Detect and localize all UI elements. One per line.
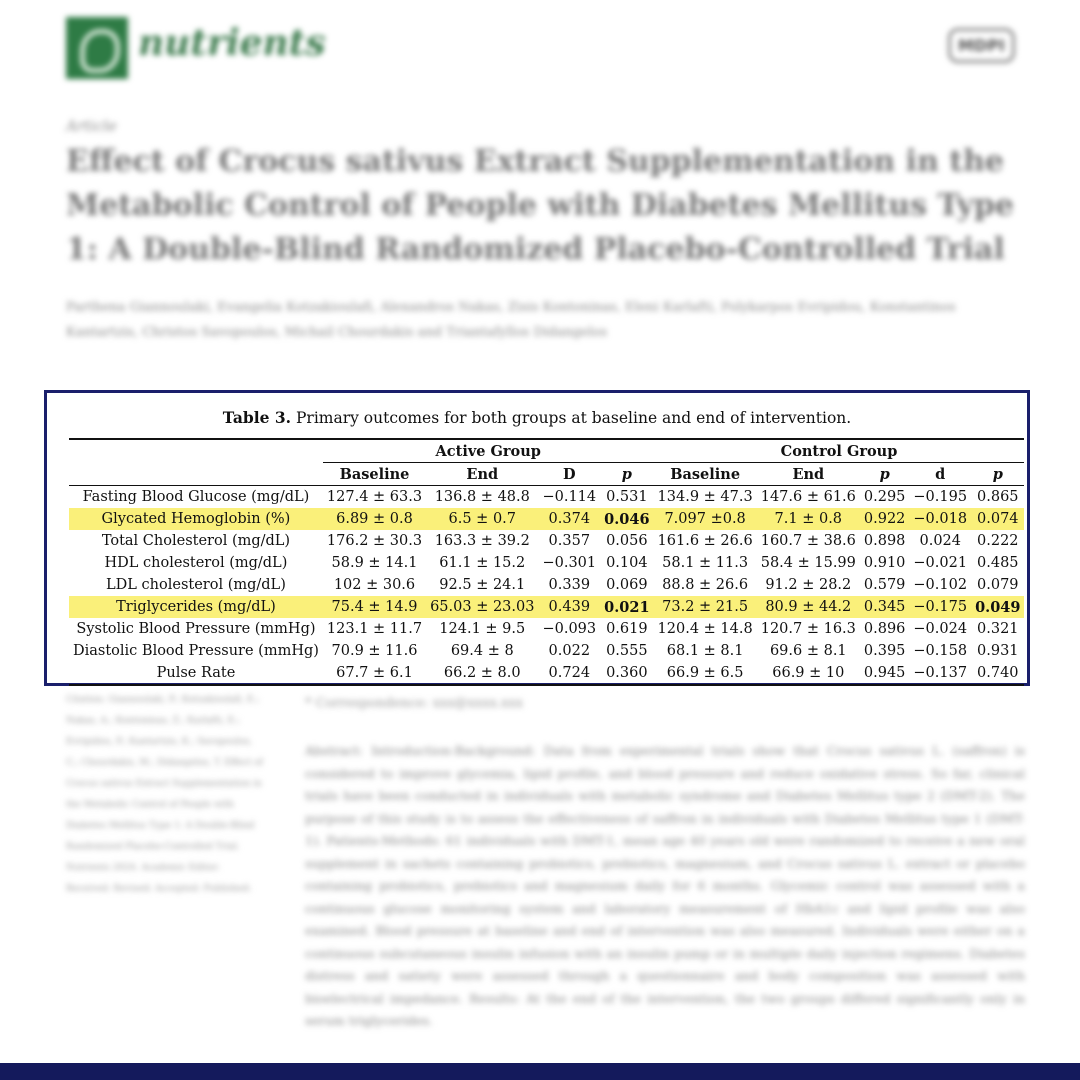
- header-empty: [69, 463, 323, 486]
- table-cell: 0.945: [860, 662, 910, 685]
- table-cell: 0.339: [548, 577, 591, 593]
- table-cell: −0.102: [913, 577, 968, 593]
- table-cell: 88.8 ± 26.6: [662, 577, 749, 593]
- journal-name: nutrients: [138, 22, 326, 64]
- table-cell: −0.093: [542, 621, 597, 637]
- table-cell: 147.6 ± 61.6: [760, 489, 856, 505]
- table-cell: 75.4 ± 14.9: [323, 596, 426, 618]
- table-row: [69, 486, 1024, 509]
- table-cell: 160.7 ± 38.6: [760, 533, 856, 549]
- table-cell: −0.018: [909, 508, 971, 530]
- table-highlight-frame: [44, 390, 1030, 686]
- table-cell: 0.910: [863, 555, 906, 571]
- abstract-text: Abstract: Introduction-Background: Data from experimental trials show that Crocus sativus L. (saffron) is considered to improve glycemia, lipid profile, and blood pressure and reduce oxidative stress. So far, clinical trials have been conducted in individuals with metabolic syndrome and Diabetes Mellitus type 2 (DMT-2). The purpose of this study is to assess the effectiveness of saffron in individuals with Diabetes Mellitus type 1 (DMT-1). Patients-Methods: 61 individuals with DMT-1, mean age 40 years old were randomized to receive a new oral supplement in sachets containing probiotics, prebiotics, magnesium, and Crocus sativus L. extract or placebo containing probiotics, prebiotics and magnesium daily for 6 months. Glycemic control was assessed with a continuous glucose monitoring system and laboratory measurement of HbA1c and lipid profile was also examined. Blood pressure at baseline and end of intervention was also measured. Individuals were either on a continuous subcutaneous insulin infusion with an insulin pump or in multiple daily injection regimens. Diabetes distress and satiety were assessed through a questionnaire and body composition was assessed with bioelectrical impedance. Results: At the end of the intervention, the two groups differed significantly only in serum triglycerides.: [305, 743, 1025, 1028]
- table-cell: 0.865: [977, 489, 1019, 505]
- table-caption-text: Primary outcomes for both groups at baseline and end of intervention.: [291, 409, 852, 427]
- table-cell: −0.301: [542, 555, 597, 571]
- table-cell: 6.5 ± 0.7: [426, 508, 538, 530]
- table-cell: 0.074: [971, 508, 1024, 530]
- table-cell: 73.2 ± 21.5: [654, 596, 757, 618]
- table-cell: 0.555: [606, 643, 648, 659]
- table-cell: 0.104: [606, 555, 648, 571]
- column-header: D: [538, 463, 600, 486]
- table-body: [69, 486, 1024, 686]
- table-cell: 136.8 ± 48.8: [434, 489, 530, 505]
- table-cell: 66.9 ± 10: [757, 662, 860, 685]
- table-caption-label: Table 3.: [222, 408, 292, 427]
- table-cell: 68.1 ± 8.1: [666, 643, 744, 659]
- table-cell: 0.439: [538, 596, 600, 618]
- table-cell: 92.5 ± 24.1: [439, 577, 526, 593]
- mdpi-logo: MDPI: [948, 28, 1015, 63]
- table-cell: 163.3 ± 39.2: [434, 533, 530, 549]
- group-header-active: Active Group: [323, 439, 654, 463]
- table-cell: 0.374: [538, 508, 600, 530]
- table-cell: 6.89 ± 0.8: [323, 508, 426, 530]
- outcomes-table: [69, 438, 1024, 686]
- table-cell: 0.321: [977, 621, 1019, 637]
- table-cell: 0.931: [977, 643, 1019, 659]
- table-cell: −0.158: [913, 643, 968, 659]
- table-row: [69, 618, 1024, 640]
- table-cell: 69.6 ± 8.1: [769, 643, 847, 659]
- column-header: Baseline: [323, 463, 426, 486]
- table-cell: 0.046: [600, 508, 653, 530]
- row-label: Fasting Blood Glucose (mg/dL): [82, 489, 310, 505]
- table-cell: 176.2 ± 30.3: [326, 533, 423, 549]
- column-header: Baseline: [654, 463, 757, 486]
- row-label: Diastolic Blood Pressure (mmHg): [73, 643, 319, 659]
- table-cell: 0.579: [863, 577, 906, 593]
- table-cell: 91.2 ± 28.2: [765, 577, 852, 593]
- table-row: [69, 596, 1024, 618]
- column-header: d: [909, 463, 971, 486]
- table-cell: 134.9 ± 47.3: [657, 489, 753, 505]
- bottom-band: [0, 1063, 1080, 1080]
- table-cell: 0.531: [606, 489, 648, 505]
- table-cell: 123.1 ± 11.7: [326, 621, 423, 637]
- table-cell: −0.021: [913, 555, 968, 571]
- table-cell: 0.024: [919, 533, 961, 549]
- column-header: p: [600, 463, 653, 486]
- column-header: End: [757, 463, 860, 486]
- table-cell: 0.724: [538, 662, 600, 685]
- table-row: [69, 530, 1024, 552]
- table-cell: 0.395: [863, 643, 906, 659]
- row-label: Systolic Blood Pressure (mmHg): [76, 621, 316, 637]
- row-label: LDL cholesterol (mg/dL): [106, 577, 286, 593]
- table-cell: 66.9 ± 6.5: [654, 662, 757, 685]
- article-title: Effect of Crocus sativus Extract Supplementation in the Metabolic Control of People with Diabetes Mellitus Type 1: A Double-Blind Randomized Placebo-Controlled Trial: [66, 144, 1014, 267]
- table-cell: 65.03 ± 23.03: [426, 596, 538, 618]
- table-cell: 0.345: [860, 596, 910, 618]
- table-cell: 58.1 ± 11.3: [662, 555, 749, 571]
- table-cell: 69.4 ± 8: [450, 643, 514, 659]
- column-header: p: [860, 463, 910, 486]
- table-cell: 161.6 ± 26.6: [657, 533, 753, 549]
- table-cell: 0.896: [863, 621, 906, 637]
- table-cell: 7.1 ± 0.8: [757, 508, 860, 530]
- table-cell: −0.024: [913, 621, 968, 637]
- table-cell: 0.222: [977, 533, 1019, 549]
- table-cell: 0.922: [860, 508, 910, 530]
- table-cell: 120.4 ± 14.8: [657, 621, 753, 637]
- column-header: End: [426, 463, 538, 486]
- table-row: [69, 508, 1024, 530]
- table-cell: 0.069: [606, 577, 648, 593]
- table-cell: 0.022: [548, 643, 591, 659]
- correspondence: * Correspondence: xxx@xxxx.xxx: [305, 696, 524, 711]
- table-cell: −0.175: [909, 596, 971, 618]
- row-label: HDL cholesterol (mg/dL): [104, 555, 288, 571]
- table-cell: 58.9 ± 14.1: [331, 555, 418, 571]
- table-cell: 120.7 ± 16.3: [760, 621, 856, 637]
- table-cell: 0.295: [863, 489, 906, 505]
- table-cell: 80.9 ± 44.2: [757, 596, 860, 618]
- header-empty: [69, 439, 323, 463]
- table-row: [69, 552, 1024, 574]
- table-cell: 102 ± 30.6: [333, 577, 416, 593]
- table-cell: 124.1 ± 9.5: [439, 621, 526, 637]
- table-cell: 0.898: [863, 533, 906, 549]
- table-caption: [47, 408, 1027, 427]
- table-row: [69, 662, 1024, 685]
- table-cell: −0.114: [542, 489, 597, 505]
- row-label: Total Cholesterol (mg/dL): [101, 533, 291, 549]
- table-cell: 0.049: [971, 596, 1024, 618]
- table-cell: 0.357: [548, 533, 591, 549]
- table-cell: 58.4 ± 15.99: [760, 555, 856, 571]
- article-type: Article: [66, 117, 117, 135]
- table-cell: 0.021: [600, 596, 653, 618]
- table-cell: 0.740: [971, 662, 1024, 685]
- row-label: Pulse Rate: [69, 662, 323, 685]
- table-cell: 61.1 ± 15.2: [439, 555, 526, 571]
- table-cell: −0.137: [909, 662, 971, 685]
- table-cell: 70.9 ± 11.6: [331, 643, 418, 659]
- table-cell: 0.360: [600, 662, 653, 685]
- table-cell: 0.485: [977, 555, 1019, 571]
- journal-logo-icon: [66, 17, 128, 79]
- group-header-control: Control Group: [654, 439, 1025, 463]
- table-cell: 127.4 ± 63.3: [326, 489, 423, 505]
- table-row: [69, 640, 1024, 662]
- citation-sidebar: Citation: Giannoulaki, P.; Kotzakioulafi, E.; Nakas, A.; Kontoninas, Z.; Karlafti, E.; Evripidou, P.; Kantartzis, K.; Savopoulos, C.; Chourdakis, M.; Didangelos, T. Effect of Crocus sativus Extract Supplementation in the Metabolic Control of People with Diabetes Mellitus Type 1: A Double-Blind Randomized Placebo-Controlled Trial. Nutrients 2024. Academic Editor: Received: Revised: Accepted: Published:: [66, 695, 263, 894]
- table-cell: 0.619: [606, 621, 648, 637]
- table-cell: 67.7 ± 6.1: [323, 662, 426, 685]
- table-cell: 0.079: [977, 577, 1019, 593]
- row-label: Triglycerides (mg/dL): [69, 596, 323, 618]
- table-cell: −0.195: [913, 489, 968, 505]
- author-list: Parthena Giannoulaki, Evangelia Kotzakioulafi, Alexandros Nakas, Zisis Kontoninas, Eleni Karlafti, Polykarpos Evripidou, Konstantinos Kantartzis, Christos Savopoulos, Michail Chourdakis and Triantafyllos Didangelos: [66, 300, 956, 340]
- table-row: [69, 574, 1024, 596]
- table-cell: 0.056: [606, 533, 648, 549]
- table-cell: 66.2 ± 8.0: [426, 662, 538, 685]
- table-cell: 7.097 ±0.8: [654, 508, 757, 530]
- row-label: Glycated Hemoglobin (%): [69, 508, 323, 530]
- column-header: p: [971, 463, 1024, 486]
